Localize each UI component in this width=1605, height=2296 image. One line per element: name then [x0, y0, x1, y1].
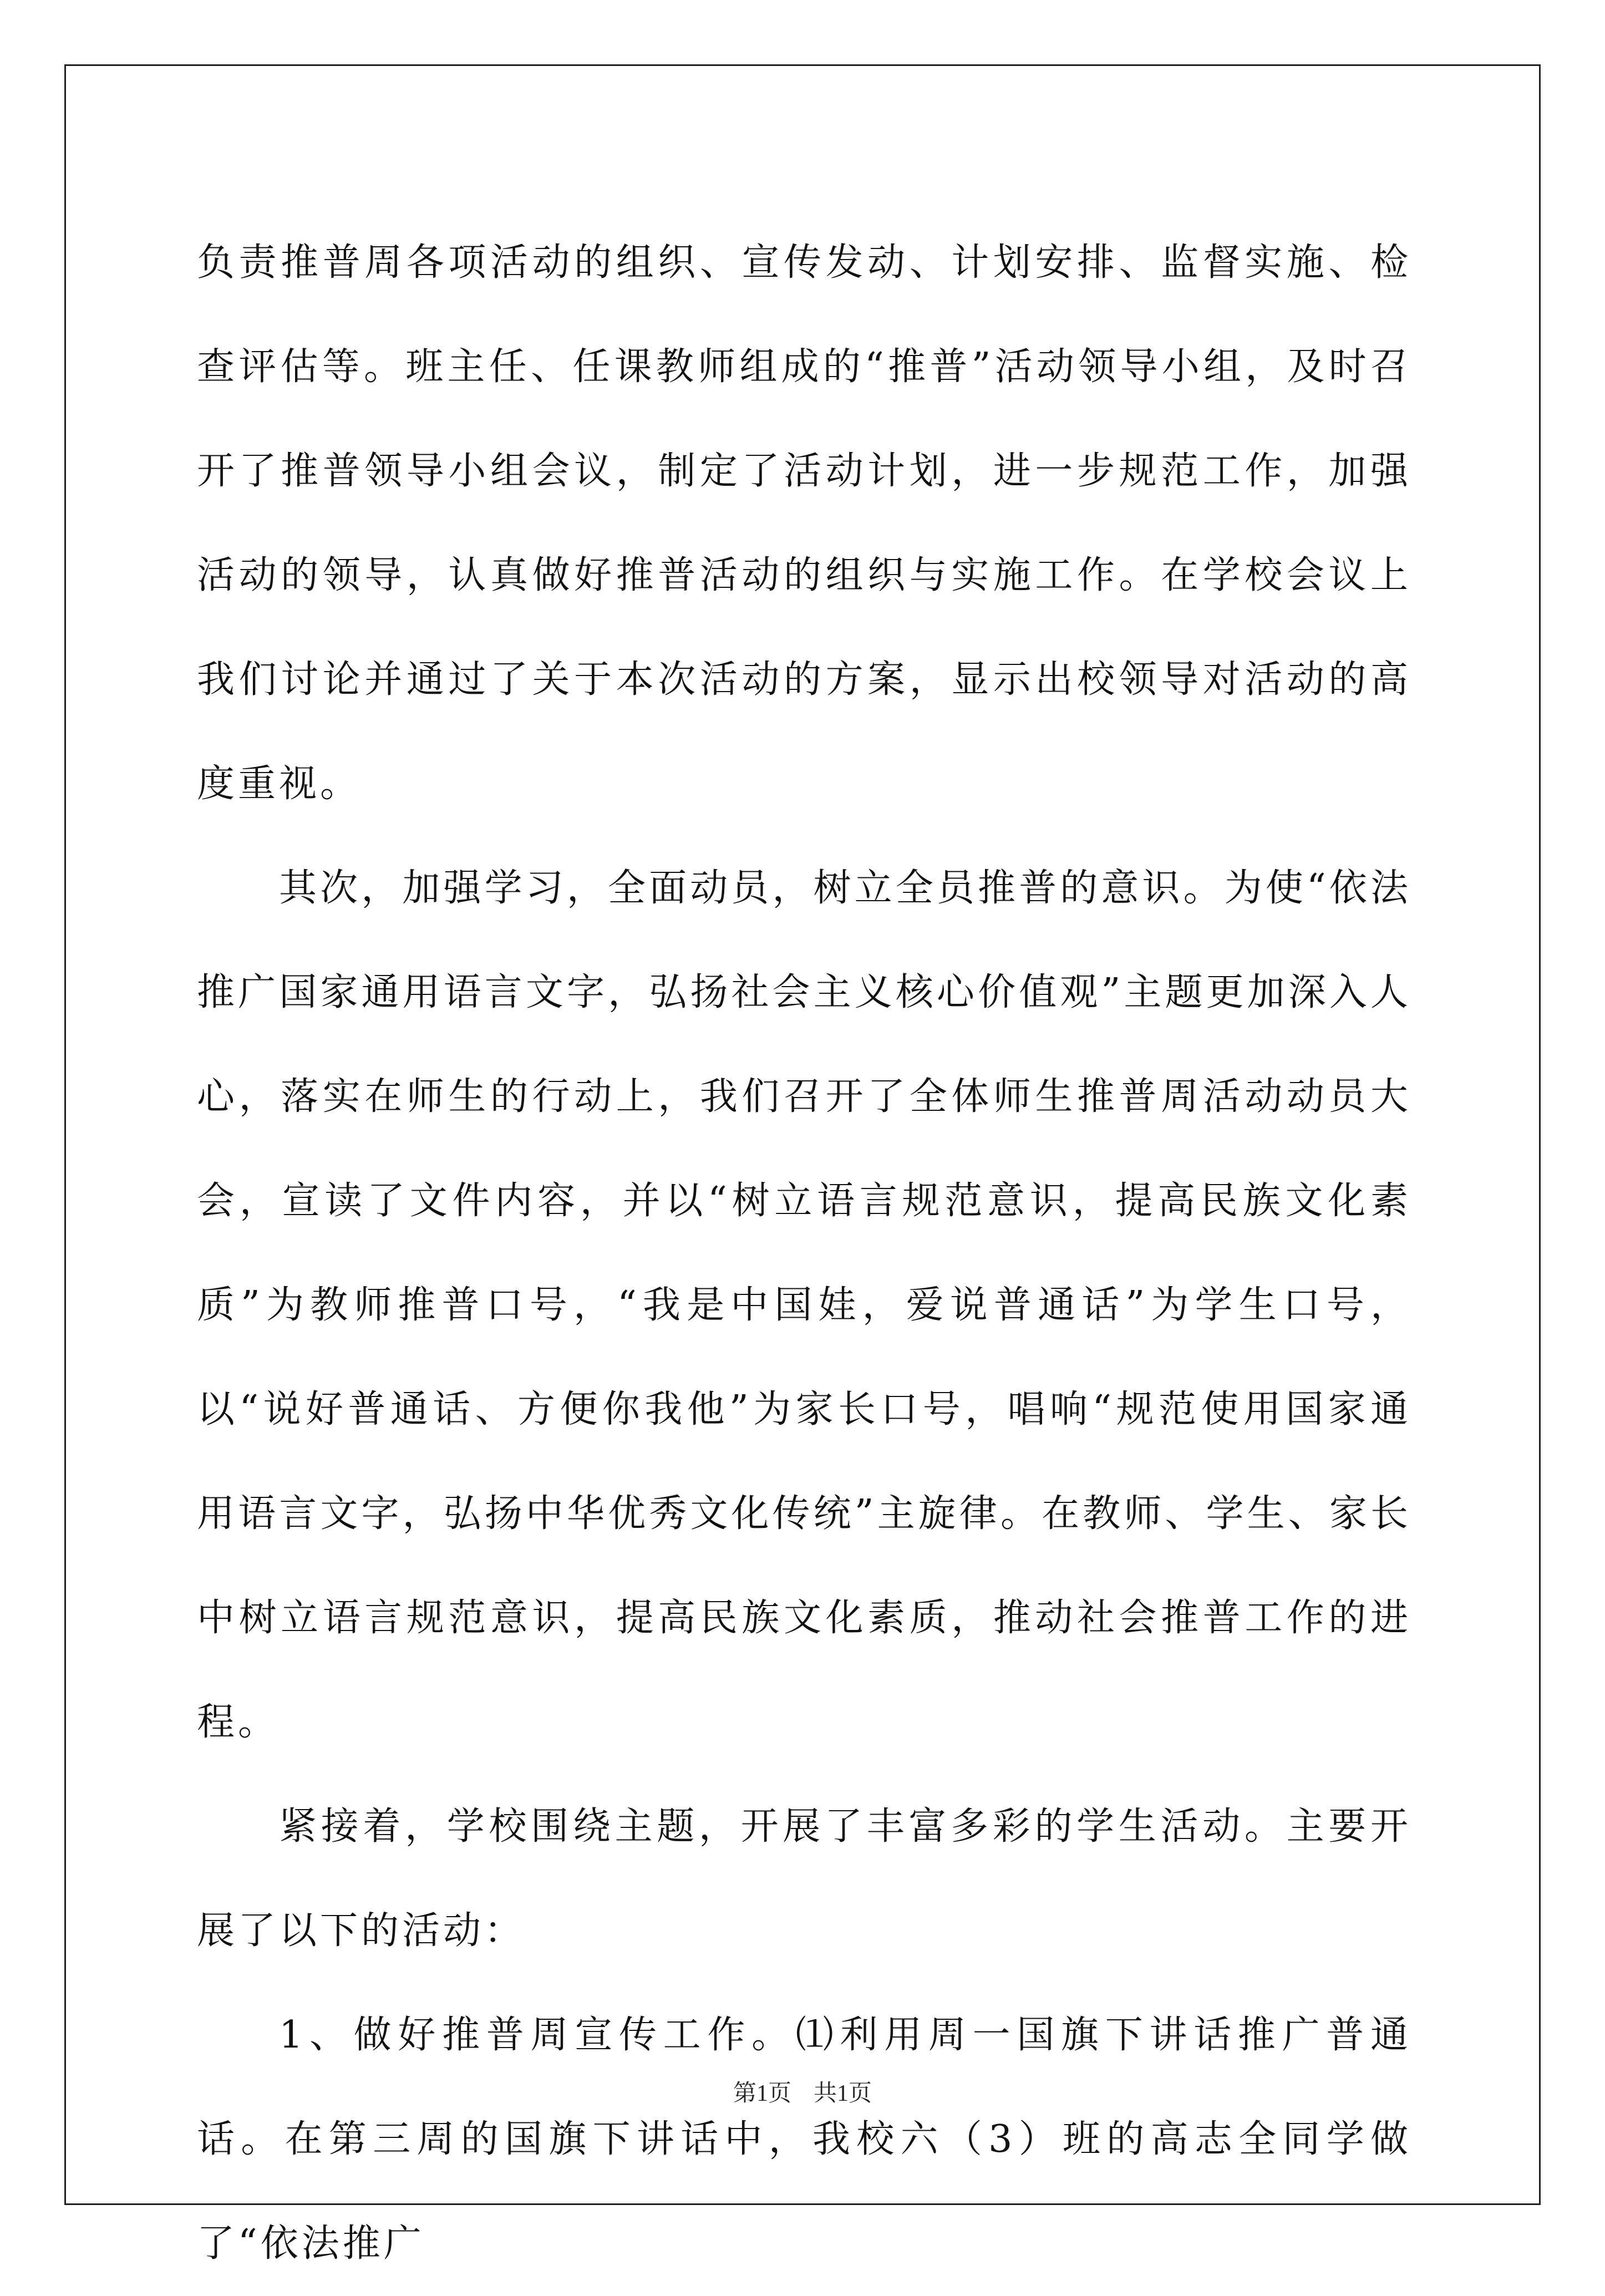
page-total: 共1页 — [814, 2081, 872, 2106]
paragraph-3: 紧接着，学校围绕主题，开展了丰富多彩的学生活动。主要开展了以下的活动： — [197, 1805, 1411, 1953]
paragraph-2: 其次，加强学习，全面动员，树立全员推普的意识。为使“依法推广国家通用语言文字，弘扬社会主义核心价值观”主题更加深入人心，落实在师生的行动上，我们召开了全体师生推普周活动动员大会，宣读了文件内容，并以“树立语言规范意识，提高民族文化素质”为教师推普口号，“我是中国娃，爱说普通话”为学生口号，以“说好普通话、方便你我他”为家长口号，唱响“规范使用国家通用语言文字，弘扬中华优秀文化传统”主旋律。在教师、学生、家长中树立语言规范意识，提高民族文化素质，推动社会推普工作的进程。 — [197, 866, 1411, 1744]
document-body — [197, 211, 1411, 2296]
paragraph-1: 负责推普周各项活动的组织、宣传发动、计划安排、监督实施、检查评估等。班主任、任课教师组成的“推普”活动领导小组，及时召开了推普领导小组会议，制定了活动计划，进一步规范工作，加强活动的领导，认真做好推普活动的组织与实施工作。在学校会议上我们讨论并通过了关于本次活动的方案，显示出校领导对活动的高度重视。 — [197, 241, 1411, 806]
paragraph-4: 1、做好推普周宣传工作。⑴利用周一国旗下讲话推广普通话。在第三周的国旗下讲话中，我校六（3）班的高志全同学做了“依法推广 — [197, 2013, 1411, 2265]
page-footer — [0, 2077, 1605, 2110]
page-number: 第1页 — [733, 2081, 791, 2106]
